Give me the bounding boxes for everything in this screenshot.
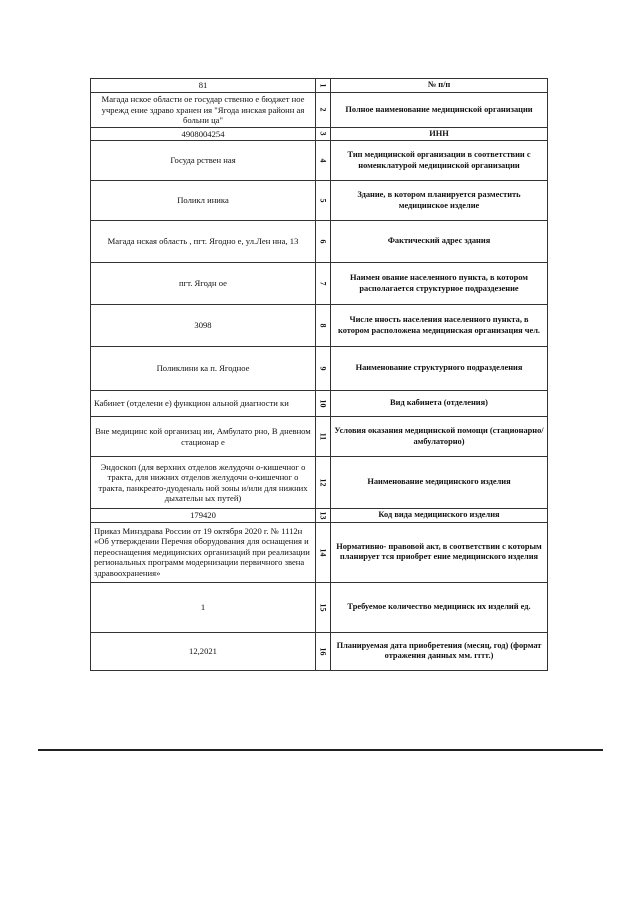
row-number-text: 5 — [318, 198, 328, 203]
row-label: Наименование структурного подразделения — [331, 347, 548, 391]
row-number — [316, 522, 331, 582]
form-row — [91, 582, 548, 632]
row-value: Вне медицинс кой организац ии, Амбулато рно, В дневном стационар е — [91, 417, 316, 457]
row-number — [316, 305, 331, 347]
form-row — [91, 221, 548, 263]
row-value: Госуда рствен ная — [91, 141, 316, 181]
form-row — [91, 457, 548, 509]
form-row — [91, 522, 548, 582]
row-number-text: 10 — [318, 399, 328, 408]
row-value: пгт. Ягодн ое — [91, 263, 316, 305]
row-number-text: 16 — [318, 647, 328, 655]
row-label: Нормативно- правовой акт, в соответствии с которым планирует тся приобрет ение медицинского изделия — [331, 522, 548, 582]
page-bottom-rule — [38, 749, 603, 751]
form-row — [91, 391, 548, 417]
row-label: № п/п — [331, 79, 548, 93]
form-table-body — [91, 79, 548, 671]
row-number-text: 8 — [318, 323, 328, 328]
row-number — [316, 263, 331, 305]
form-row — [91, 509, 548, 523]
row-number — [316, 457, 331, 509]
row-value: Эндоскоп (для верхних отделов желудочн о-кишечног о тракта, для нижних отделов желудочн о-кишечног о тракта, панкреато-дуоденаль ной зоны и/или для нижних дыхательн ых путей) — [91, 457, 316, 509]
row-label: Наименование медицинского изделия — [331, 457, 548, 509]
form-row — [91, 417, 548, 457]
row-number — [316, 181, 331, 221]
row-number — [316, 417, 331, 457]
form-row — [91, 305, 548, 347]
row-label: ИНН — [331, 127, 548, 141]
form-row — [91, 263, 548, 305]
row-value: 3098 — [91, 305, 316, 347]
row-value: Поликлини ка п. Ягодное — [91, 347, 316, 391]
row-number-text: 14 — [318, 548, 328, 556]
row-number-text: 15 — [318, 603, 328, 611]
row-number-text: 13 — [318, 511, 328, 520]
form-row — [91, 632, 548, 670]
form-row — [91, 181, 548, 221]
row-label: Требуемое количество медицинск их изделий ед. — [331, 582, 548, 632]
row-value: 179420 — [91, 509, 316, 523]
row-label: Наимен ование населенного пункта, в котором располагается структурное подраздезение — [331, 263, 548, 305]
row-number-text: 11 — [318, 432, 328, 441]
row-number — [316, 632, 331, 670]
row-value: Кабинет (отделени е) функцион альной диагности ки — [91, 391, 316, 417]
row-label: Планируемая дата приобретения (месяц, год) (формат отражения данных мм. гггг.) — [331, 632, 548, 670]
row-number-text: 4 — [318, 158, 328, 163]
row-number — [316, 79, 331, 93]
row-number-text: 3 — [318, 131, 328, 136]
row-number-text: 2 — [318, 107, 328, 112]
row-number — [316, 93, 331, 128]
row-number-text: 7 — [318, 281, 328, 286]
form-row — [91, 93, 548, 128]
form-row — [91, 127, 548, 141]
row-label: Код вида медицинского изделия — [331, 509, 548, 523]
row-value: 12,2021 — [91, 632, 316, 670]
row-number — [316, 141, 331, 181]
row-label: Фактический адрес здания — [331, 221, 548, 263]
row-label: Условия оказания медицинской помощи (стационарно/амбулаторно) — [331, 417, 548, 457]
row-value: 1 — [91, 582, 316, 632]
row-value: Поликл иника — [91, 181, 316, 221]
row-number — [316, 391, 331, 417]
medical-device-form-table — [90, 78, 548, 671]
form-row — [91, 79, 548, 93]
row-value: 4908004254 — [91, 127, 316, 141]
row-label: Полное наименование медицинской организации — [331, 93, 548, 128]
row-number-text: 9 — [318, 366, 328, 371]
row-label: Числе нность населения населенного пункта, в котором расположена медицинская организация чел. — [331, 305, 548, 347]
row-number — [316, 347, 331, 391]
row-number — [316, 509, 331, 523]
form-row — [91, 141, 548, 181]
form-row — [91, 347, 548, 391]
row-number-text: 1 — [318, 83, 328, 88]
document-sheet — [90, 78, 546, 671]
row-number-text: 12 — [318, 478, 328, 487]
row-value: Магада нское области ое государ ственно е бюджет ное учрежд ение здраво хранен ия "Ягода инская районн ая больни ца" — [91, 93, 316, 128]
row-number — [316, 127, 331, 141]
row-number — [316, 582, 331, 632]
row-label: Тип медицинской организации в соответствии с номенклатурой медицинской организации — [331, 141, 548, 181]
row-value: 81 — [91, 79, 316, 93]
row-value: Приказ Минздрава России от 19 октября 2020 г. № 1112н «Об утверждении Перечня оборудования для оснащения и переоснащения медицинских организаций при реализации региональных программ модернизации первичного звена здравоохранения» — [91, 522, 316, 582]
row-number-text: 6 — [318, 239, 328, 244]
row-value: Магада нская область , пгт. Ягодно е, ул.Лен нна, 13 — [91, 221, 316, 263]
row-number — [316, 221, 331, 263]
row-label: Здание, в котором планируется разместить медицинское изделие — [331, 181, 548, 221]
row-label: Вид кабинета (отделения) — [331, 391, 548, 417]
